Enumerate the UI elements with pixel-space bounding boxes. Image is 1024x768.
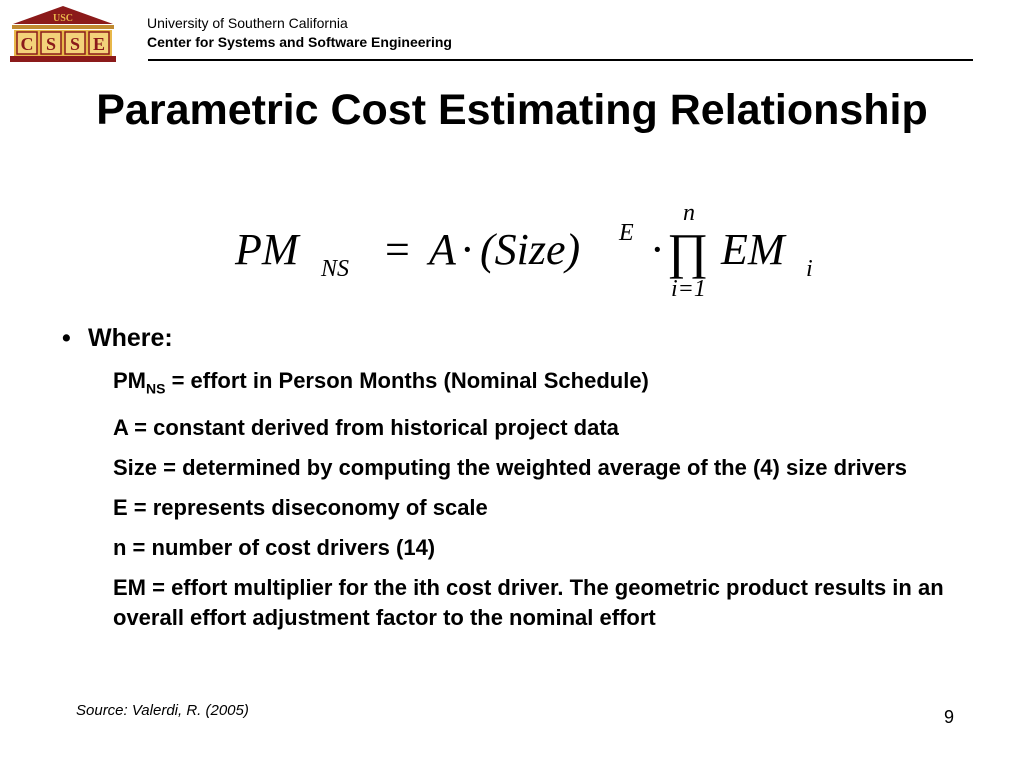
formula-size: (Size) — [480, 225, 581, 274]
formula-product: ∏ — [667, 223, 709, 279]
svg-text:C: C — [20, 34, 34, 54]
university-name: University of Southern California — [147, 15, 348, 31]
source-citation: Source: Valerdi, R. (2005) — [76, 702, 249, 719]
def-pm: $PM_{NS}$ = effort in Person Months (Nominal Schedule) — [113, 368, 649, 397]
def-size: Size = determined by computing the weighted average of the (4) size drivers — [113, 455, 908, 481]
svg-text:E: E — [92, 34, 106, 54]
formula-em: EM — [721, 225, 785, 274]
formula-lhs-subscript: NS — [321, 256, 350, 282]
definitions-list — [113, 366, 973, 643]
svg-text:S: S — [45, 34, 57, 54]
def-em: EM = effort multiplier for the ith cost driver. The geometric product results in an overall effort adjustment factor to the nominal effort — [113, 575, 944, 631]
formula-equals: = — [385, 225, 410, 274]
page-number: 9 — [944, 707, 955, 727]
formula-upper-limit: n — [683, 200, 695, 226]
formula-em-subscript: i — [806, 256, 813, 282]
formula-lhs: PM — [235, 225, 299, 274]
def-a: A = constant derived from historical project data — [113, 415, 619, 441]
where-label: Where: — [88, 324, 173, 352]
svg-text:USC: USC — [52, 13, 74, 24]
formula-lower-limit: i=1 — [671, 276, 706, 302]
formula-dot-1: · — [460, 225, 475, 274]
formula-dot-2: · — [650, 225, 665, 274]
slide-header — [0, 0, 1024, 68]
formula-a: A — [429, 225, 456, 274]
center-name: Center for Systems and Software Engineering — [147, 34, 452, 50]
usc-csse-logo — [8, 4, 118, 64]
svg-text:S: S — [69, 34, 81, 54]
def-e: E = represents diseconomy of scale — [113, 495, 488, 521]
formula-exponent: E — [619, 220, 634, 246]
def-n: n = number of cost drivers (14) — [113, 535, 436, 561]
bullet-dot: • — [62, 324, 71, 352]
where-bullet — [62, 324, 173, 353]
slide-title: Parametric Cost Estimating Relationship — [96, 86, 928, 134]
header-divider — [148, 59, 973, 61]
cost-formula — [225, 196, 845, 311]
